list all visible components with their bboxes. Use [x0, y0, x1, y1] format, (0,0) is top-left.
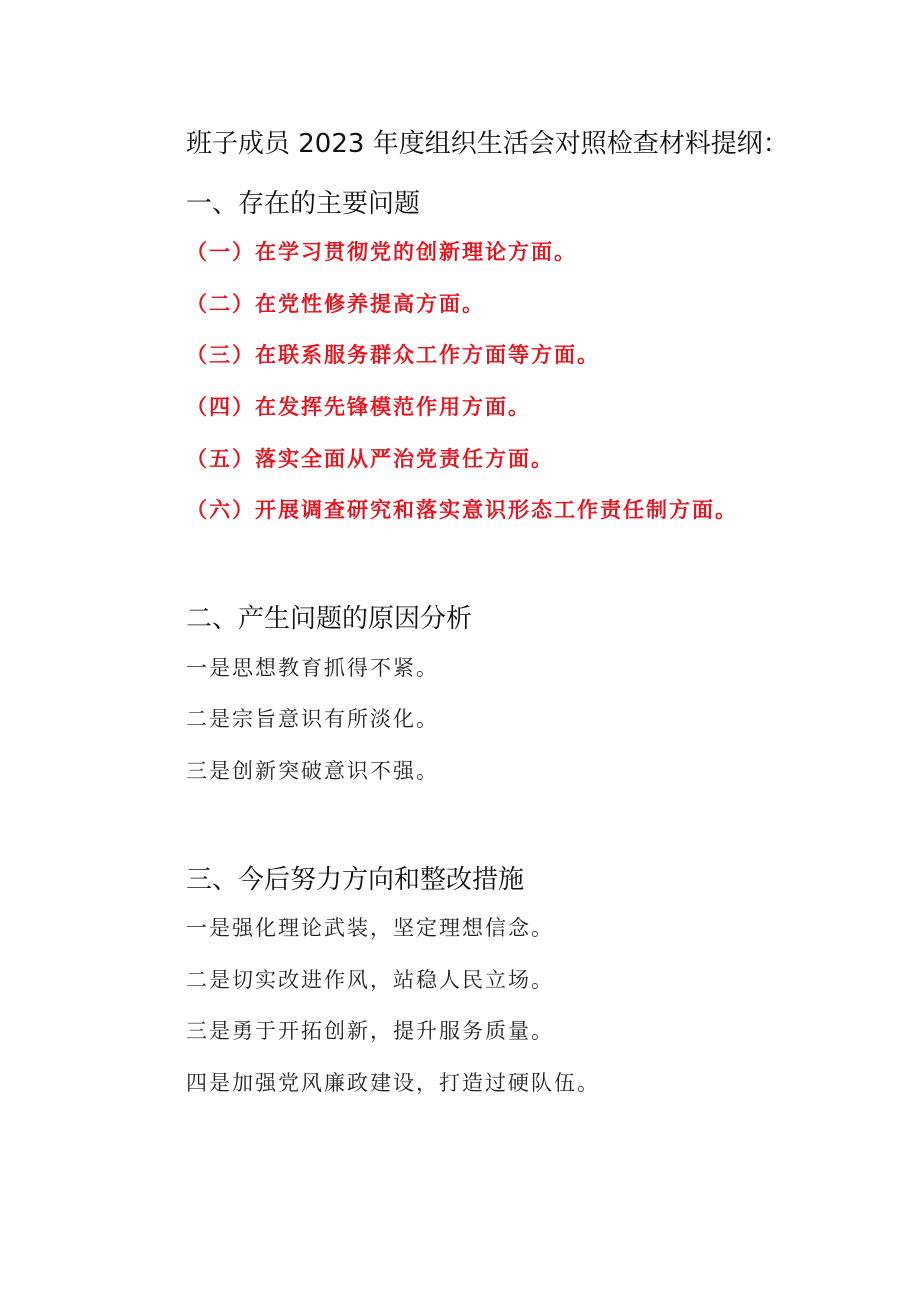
problem-item-4: （四）在发挥先锋模范作用方面。	[186, 394, 531, 419]
problem-item-5: （五）落实全面从严治党责任方面。	[186, 446, 554, 471]
measure-item-2: 二是切实改进作风，站稳人民立场。	[186, 968, 554, 992]
document-title: 班子成员 2023 年度组织生活会对照检查材料提纲：	[186, 129, 789, 159]
cause-item-2: 二是宗旨意识有所淡化。	[186, 707, 439, 731]
section-heading-measures: 三、今后努力方向和整改措施	[186, 865, 525, 895]
section-heading-problems: 一、存在的主要问题	[186, 189, 421, 219]
measure-item-1: 一是强化理论武装，坚定理想信念。	[186, 916, 554, 940]
problem-item-2: （二）在党性修养提高方面。	[186, 291, 485, 316]
problem-item-3: （三）在联系服务群众工作方面等方面。	[186, 342, 600, 367]
measure-item-4: 四是加强党风廉政建设，打造过硬队伍。	[186, 1071, 600, 1095]
section-heading-causes: 二、产生问题的原因分析	[186, 604, 473, 634]
problem-item-1: （一）在学习贯彻党的创新理论方面。	[186, 239, 577, 264]
cause-item-1: 一是思想教育抓得不紧。	[186, 656, 439, 680]
cause-item-3: 三是创新突破意识不强。	[186, 759, 439, 783]
problem-item-6: （六）开展调查研究和落实意识形态工作责任制方面。	[186, 497, 738, 522]
measure-item-3: 三是勇于开拓创新，提升服务质量。	[186, 1019, 554, 1043]
